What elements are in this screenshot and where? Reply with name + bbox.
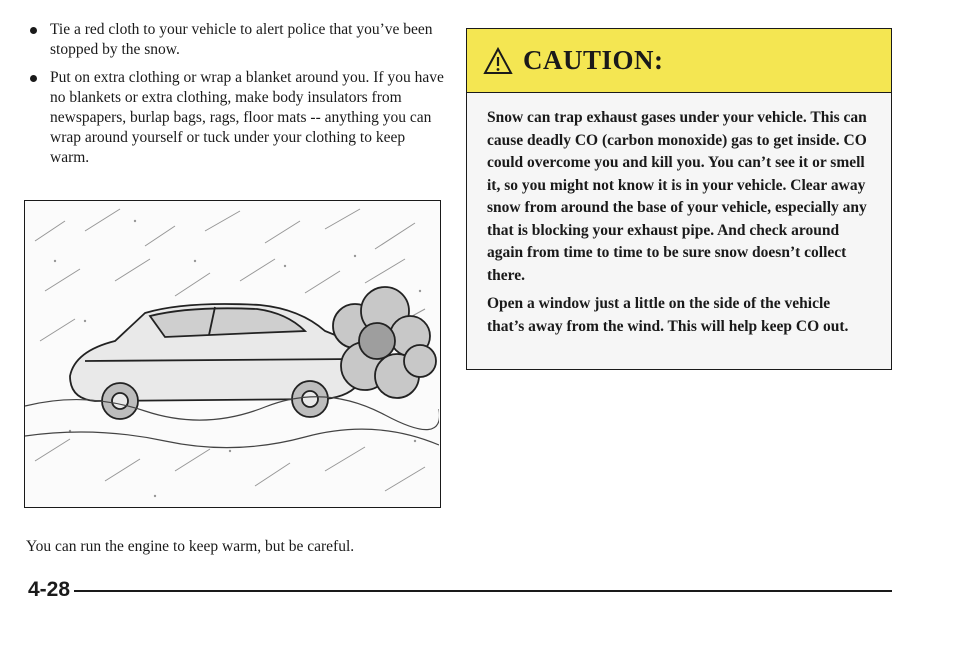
page-number: 4-28: [28, 578, 71, 601]
car-in-snow-with-exhaust-icon: [25, 201, 439, 506]
snow-drifts: [25, 397, 439, 448]
exhaust-cloud: [333, 287, 436, 398]
bullet-item: [28, 20, 448, 60]
bullet-dot-icon: [30, 27, 37, 34]
car: [70, 304, 363, 419]
caution-paragraph: Snow can trap exhaust gases under your vehicle. This can cause deadly CO (carbon monoxide) gas to get inside. CO could overcome you and kill you. You can’t see it or smell it, so you might not know it is in your vehicle. Clear away snow from around the base of your vehicle, especially any that is blocking your exhaust pipe. And check around again from time to time to be sure snow doesn’t collect there.: [487, 109, 867, 284]
bullet-text: Put on extra clothing or wrap a blanket around you. If you have no blankets or extra clothing, make body insulators from newspapers, burlap bags, rags, floor mats -- anything you can wrap around yourself or tuck under your clothing to keep warm.: [50, 69, 444, 166]
bullet-item: [28, 68, 448, 168]
page-footer: [28, 578, 892, 608]
car-in-snow-illustration: [24, 200, 441, 508]
bullet-dot-icon: [30, 75, 37, 82]
bullet-list: [28, 20, 448, 176]
caution-header: [467, 29, 891, 93]
warning-triangle-icon: [483, 47, 513, 75]
body-text: You can run the engine to keep warm, but be careful.: [26, 538, 355, 555]
bullet-text: Tie a red cloth to your vehicle to alert police that you’ve been stopped by the snow.: [50, 21, 433, 58]
caution-body: [467, 93, 891, 338]
caution-box: [466, 28, 892, 370]
footer-rule: [74, 590, 892, 592]
caution-paragraph: Open a window just a little on the side of the vehicle that’s away from the wind. This will help keep CO out.: [487, 295, 849, 335]
caution-title: CAUTION:: [523, 45, 664, 75]
